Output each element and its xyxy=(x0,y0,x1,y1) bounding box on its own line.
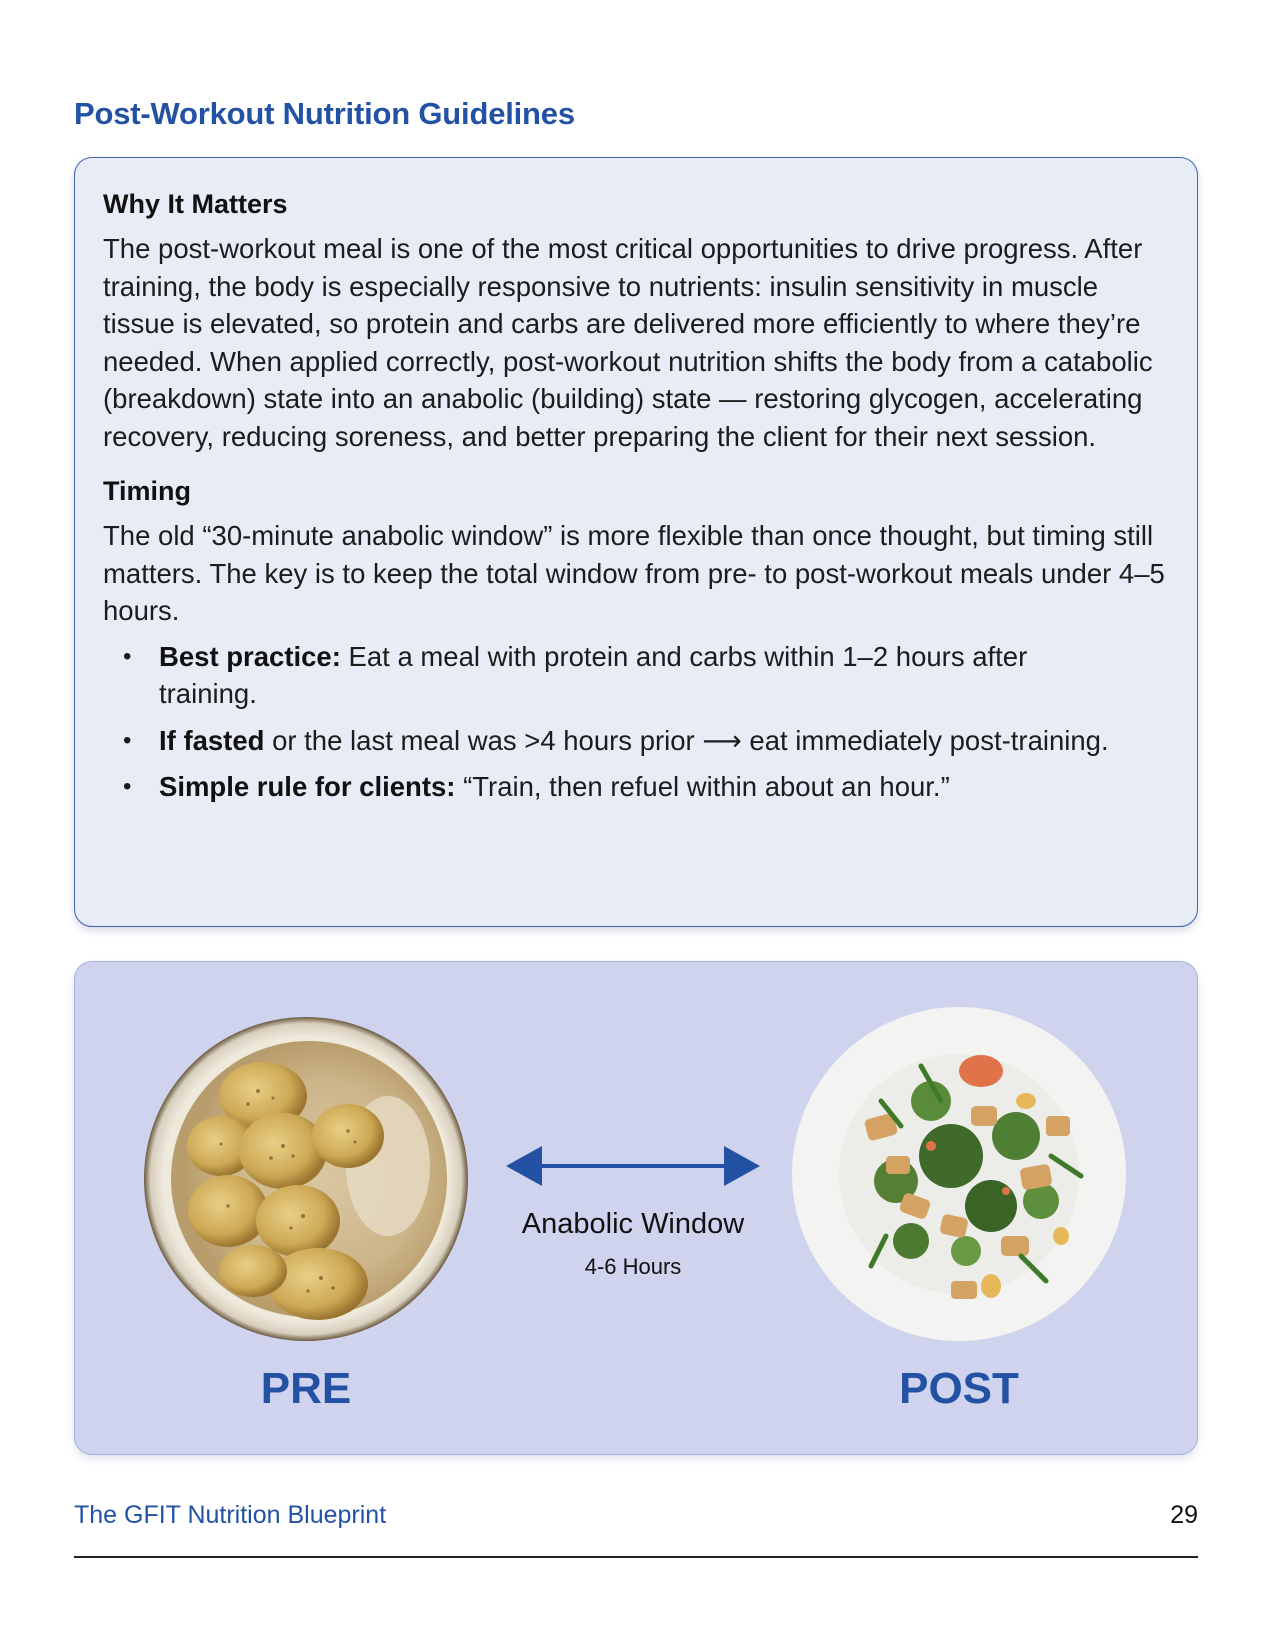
bullet-dot-icon: • xyxy=(123,726,132,754)
bullet-item-if-fasted xyxy=(103,722,1169,760)
why-paragraph: The post-workout meal is one of the most critical opportunities to drive progress. After training, the body is especially responsive to nutrients: insulin sensitivity in muscle tissue is elevated, so protein and carbs are delivered more efficiently to where they’re needed. When applied correctly, post-workout nutrition shifts the body from a catabolic (breakdown) state into an anabolic (building) state — restoring glycogen, accelerating recovery, reducing soreness, and better preparing the client for their next session. xyxy=(103,233,1153,452)
page-title: Post-Workout Nutrition Guidelines xyxy=(74,96,575,131)
anabolic-window-card xyxy=(74,961,1198,1455)
left-arrowhead xyxy=(506,1146,542,1186)
timing-bullet-list xyxy=(103,638,1169,806)
arrow-shaft xyxy=(540,1164,726,1168)
oatmeal-bowl-icon xyxy=(143,1016,469,1342)
bullet-dot-icon: • xyxy=(123,773,132,800)
anabolic-window-title: Anabolic Window xyxy=(521,1208,745,1240)
post-meal-photo xyxy=(791,1006,1127,1342)
page-number: 29 xyxy=(1170,1501,1198,1529)
timing-paragraph: The old “30-minute anabolic window” is more flexible than once thought, but timing still matters. The key is to keep the total window from pre- to post-workout meals under 4–5 hours. xyxy=(103,520,1165,626)
chicken-vegetables-plate-icon xyxy=(791,1006,1127,1342)
pre-meal-photo xyxy=(143,1016,469,1342)
timing-heading: Timing xyxy=(103,476,192,506)
bullet-text: Eat a meal with protein and carbs within 1–2 hours after training. xyxy=(159,640,1028,709)
pre-label: PRE xyxy=(260,1364,352,1413)
guidelines-card xyxy=(74,157,1198,927)
bullet-lead: If fasted xyxy=(159,724,265,756)
bullet-item-simple-rule xyxy=(103,768,1169,806)
bullet-dot-icon: • xyxy=(123,642,132,670)
bullet-text: “Train, then refuel within about an hour.” xyxy=(455,771,950,802)
bullet-lead: Simple rule for clients: xyxy=(159,771,456,802)
why-heading: Why It Matters xyxy=(103,189,288,219)
footer-book-title: The GFIT Nutrition Blueprint xyxy=(74,1501,387,1529)
footer-divider xyxy=(74,1556,1198,1558)
post-label: POST xyxy=(899,1364,1019,1413)
bullet-lead: Best practice: xyxy=(159,640,341,672)
bullet-item-best-practice xyxy=(103,638,1169,713)
anabolic-window-hours: 4-6 Hours xyxy=(584,1254,682,1279)
double-arrow-icon xyxy=(506,1144,760,1188)
bullet-text: or the last meal was >4 hours prior ⟶ eat immediately post-training. xyxy=(264,724,1109,756)
right-arrowhead xyxy=(724,1146,760,1186)
